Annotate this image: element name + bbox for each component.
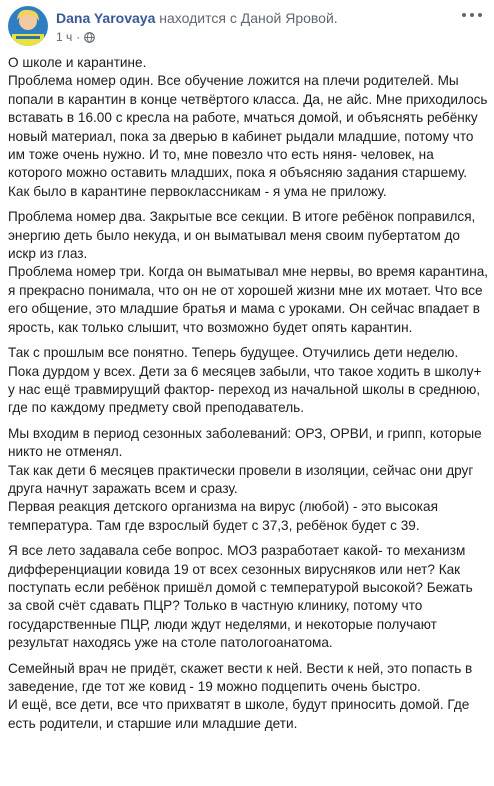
- post-line: Так как дети 6 месяцев практически провели в изоляции, сейчас они друг друга начнут заражать всем и сразу.: [8, 462, 474, 496]
- post-paragraph: [8, 425, 490, 535]
- more-options-icon[interactable]: [462, 8, 482, 22]
- post-paragraph: [8, 208, 490, 337]
- post-line: Семейный врач не придёт, скажет вести к ней. Вести к ней, это попасть в заведение, где тот же ковид - 19 можно подцепить очень быстро.: [8, 660, 473, 694]
- post-paragraph: [8, 660, 490, 734]
- post-line: И ещё, все дети, все что прихватят в школе, будут приносить домой. Где есть родители, и старшие или младшие дети.: [8, 697, 470, 731]
- globe-icon[interactable]: [84, 32, 95, 43]
- post-line: О школе и карантине.: [8, 55, 147, 70]
- post-timestamp[interactable]: 1 ч: [56, 30, 73, 44]
- post-paragraph: [8, 542, 490, 652]
- post-line: Первая реакция детского организма на вирус (любой) - это высокая температура. Там где взрослый будет с 37,3, ребёнок будет с 39.: [8, 499, 438, 533]
- author-name-link[interactable]: Dana Yarovaya: [56, 10, 156, 26]
- tagged-status: находится с Даной Яровой.: [155, 10, 338, 26]
- author-line: [56, 10, 338, 26]
- post-line: Проблема номер три. Когда он выматывал мне нервы, во время карантина, я прекрасно понимала, что он не от хорошей жизни мне их мотает. Что все его общение, это младшие братья и мама с уроками. Он сейчас впадает в ярость, как только слышит, что возможно будет опять карантин.: [8, 264, 489, 335]
- post-line: Проблема номер один. Все обучение ложится на плечи родителей. Мы попали в карантин в конце четвёртого класса. Да, не айс. Мне приходилось вставать в 16.00 с кресла на работе, мчаться домой, и объяснять ребёнку новый материал, пока за дверью в кабинет рыдали младшие, потому что им тоже очень нужно. И то, мне повезло что есть няня- человек, на которого можно оставить младших, пока я объясняю задания старшему. Как было в карантине первоклассникам - я ума не приложу.: [8, 73, 488, 199]
- post-line: Так с прошлым все понятно. Теперь будущее. Отучились дети неделю. Пока дурдом у всех. Дети за 6 месяцев забыли, что такое ходить в школу+ у нас ещё травмирущий фактор- переход из начальной школы в среднюю, где по каждому предмету свой преподаватель.: [8, 345, 482, 416]
- post-paragraph: [8, 344, 490, 418]
- post-meta: [56, 30, 95, 44]
- post-paragraph: [8, 54, 490, 201]
- post-header: [8, 6, 486, 48]
- meta-separator: ·: [76, 30, 81, 44]
- post-line: Я все лето задавала себе вопрос. МОЗ разработает какой- то механизм дифференциации ковида 19 от всех сезонных вирусняков или нет? Как поступать если ребёнок пришёл домой с температурой высокой? Бежать за свой счёт сдавать ПЦР? Только в частную клинику, потому что государственные ПЦР, люди ждут неделями, и некоторые получают результат находясь уже на столе патологоанатома.: [8, 543, 473, 651]
- profile-avatar-icon[interactable]: [8, 6, 48, 46]
- post-body: [8, 54, 490, 740]
- post-line: Мы входим в период сезонных заболеваний: ОРЗ, ОРВИ, и грипп, которые никто не отменял.: [8, 425, 482, 460]
- post-line: Проблема номер два. Закрытые все секции. В итоге ребёнок поправился, энергию деть было некуда, и он выматывал меня своим пубертатом до искр из глаз.: [8, 209, 476, 262]
